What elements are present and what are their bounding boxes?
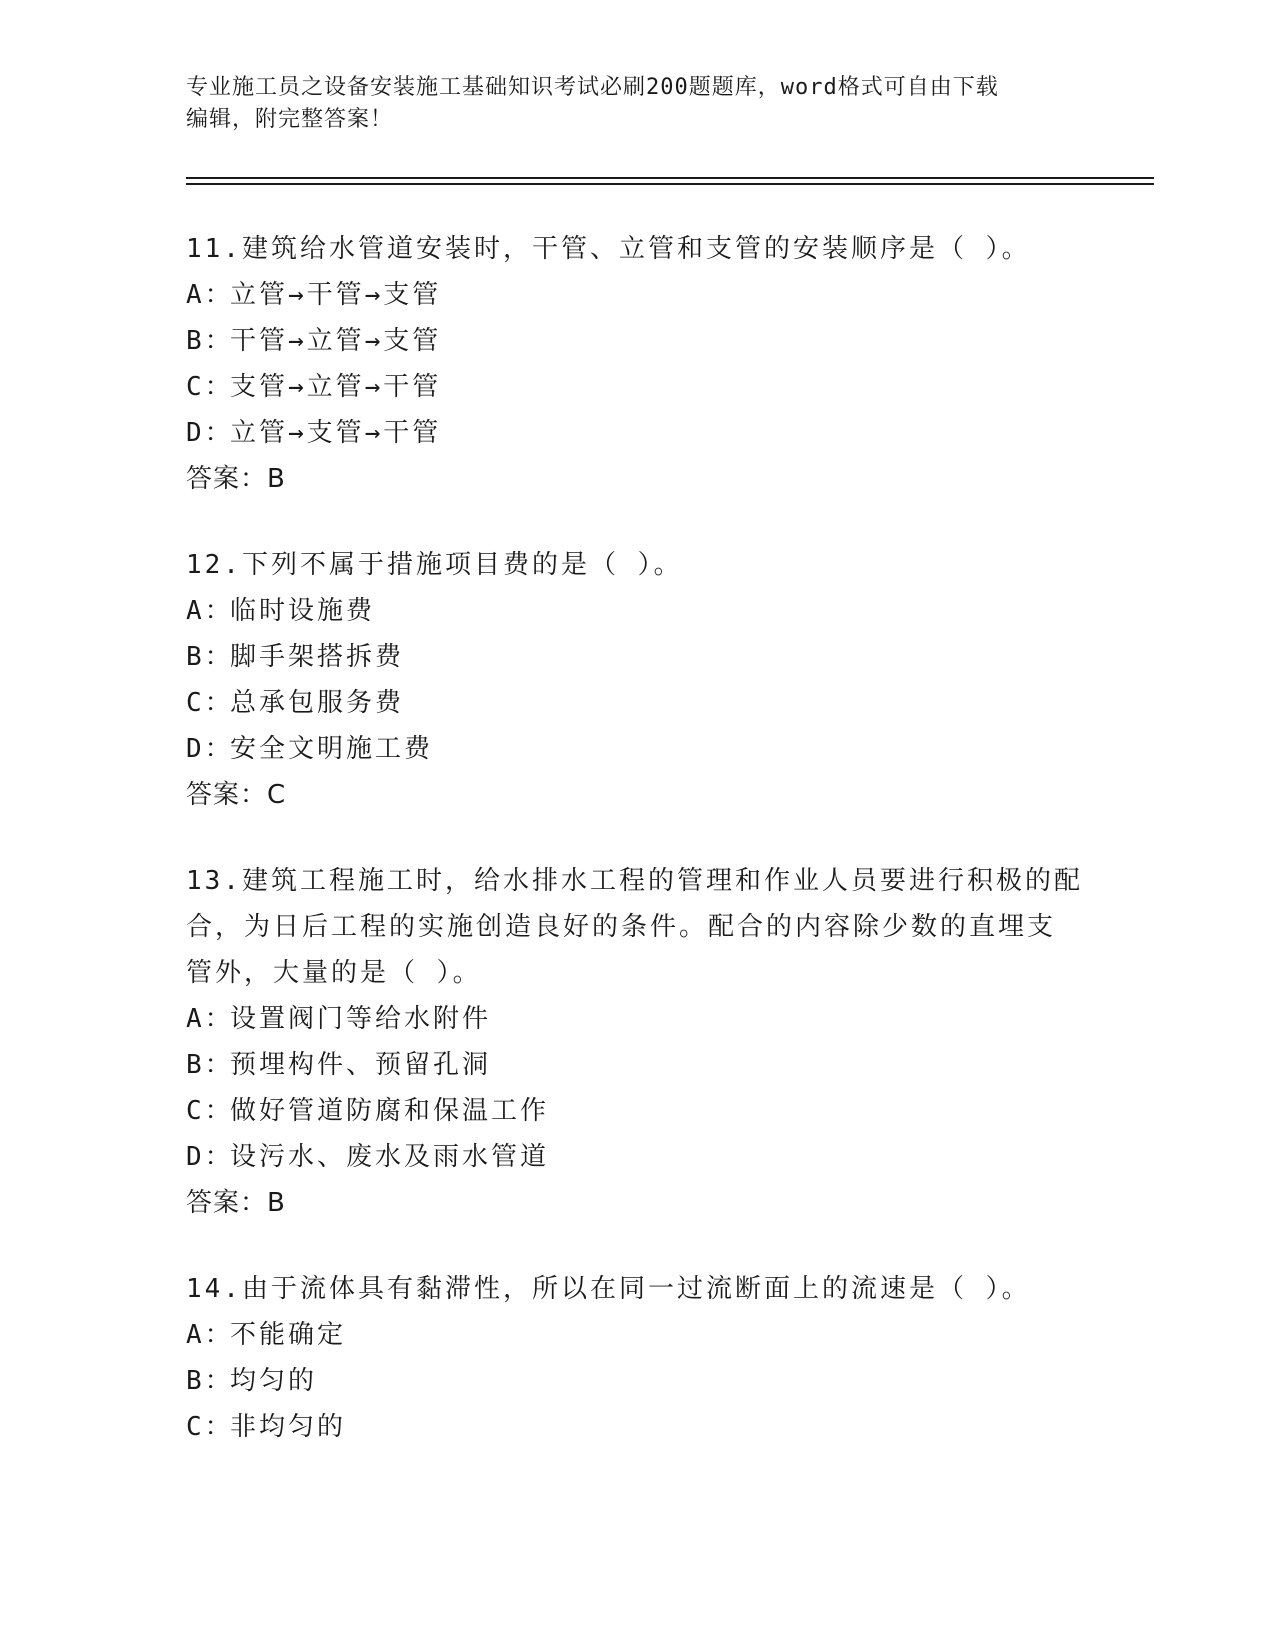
question-stem-line: 13.建筑工程施工时，给水排水工程的管理和作业人员要进行积极的配 (186, 866, 1083, 896)
option-key: A： (186, 1320, 234, 1350)
option-text: 不能确定 (230, 1320, 347, 1350)
option-text: 安全文明施工费 (230, 734, 434, 764)
option-a (186, 1312, 1086, 1358)
answer-line: 答案：C (186, 780, 287, 810)
option-d (186, 1134, 1086, 1180)
option-key: C： (186, 372, 234, 402)
option-text: 设置阀门等给水附件 (230, 1004, 492, 1034)
option-b (186, 1358, 1086, 1404)
option-key: B： (186, 326, 234, 356)
question-stem (186, 858, 1086, 996)
question-stem-line: 11.建筑给水管道安装时，干管、立管和支管的安装顺序是（ ）。 (186, 234, 1031, 264)
option-text: 非均匀的 (230, 1412, 347, 1442)
option-key: A： (186, 1004, 234, 1034)
answer-line: 答案：B (186, 464, 286, 494)
option-key: D： (186, 418, 234, 448)
question-stem (186, 1266, 1086, 1312)
option-c (186, 364, 1086, 410)
option-key: B： (186, 1366, 234, 1396)
option-text: 临时设施费 (230, 596, 376, 626)
option-key: B： (186, 1050, 234, 1080)
question-stem (186, 542, 1086, 588)
option-key: C： (186, 688, 234, 718)
option-text: 支管→立管→干管 (230, 372, 442, 402)
option-key: D： (186, 1142, 234, 1172)
option-text: 立管→干管→支管 (230, 280, 442, 310)
option-b (186, 318, 1086, 364)
answer-line: 答案：B (186, 1188, 286, 1218)
option-key: C： (186, 1412, 234, 1442)
option-d (186, 726, 1086, 772)
question-stem-line: 合，为日后工程的实施创造良好的条件。配合的内容除少数的直埋支 (186, 912, 1057, 942)
option-b (186, 1042, 1086, 1088)
option-b (186, 634, 1086, 680)
question-13 (186, 858, 1086, 1226)
option-text: 脚手架搭拆费 (230, 642, 405, 672)
option-text: 设污水、废水及雨水管道 (230, 1142, 550, 1172)
option-text: 干管→立管→支管 (230, 326, 442, 356)
option-key: B： (186, 642, 234, 672)
option-c (186, 1088, 1086, 1134)
option-key: D： (186, 734, 234, 764)
document-header (186, 72, 1086, 136)
question-12 (186, 542, 1086, 818)
option-text: 做好管道防腐和保温工作 (230, 1096, 550, 1126)
option-text: 预埋构件、预留孔洞 (230, 1050, 492, 1080)
header-title-line-1: 专业施工员之设备安装施工基础知识考试必刷200题题库，word格式可自由下载 (186, 75, 999, 100)
option-text: 立管→支管→干管 (230, 418, 442, 448)
option-a (186, 588, 1086, 634)
header-divider-bottom (186, 183, 1154, 185)
question-stem (186, 226, 1086, 272)
option-a (186, 272, 1086, 318)
question-stem-line: 12.下列不属于措施项目费的是（ ）。 (186, 550, 683, 580)
option-text: 均匀的 (230, 1366, 318, 1396)
option-key: C： (186, 1096, 234, 1126)
option-text: 总承包服务费 (230, 688, 405, 718)
option-c (186, 680, 1086, 726)
header-divider-top (186, 177, 1154, 179)
question-stem-line: 管外，大量的是（ ）。 (186, 958, 482, 988)
option-a (186, 996, 1086, 1042)
option-c (186, 1404, 1086, 1450)
option-key: A： (186, 280, 234, 310)
header-title-line-2: 编辑，附完整答案！ (186, 107, 394, 132)
question-11 (186, 226, 1086, 502)
option-d (186, 410, 1086, 456)
option-key: A： (186, 596, 234, 626)
question-stem-line: 14.由于流体具有黏滞性，所以在同一过流断面上的流速是（ ）。 (186, 1274, 1031, 1304)
question-14 (186, 1266, 1086, 1450)
